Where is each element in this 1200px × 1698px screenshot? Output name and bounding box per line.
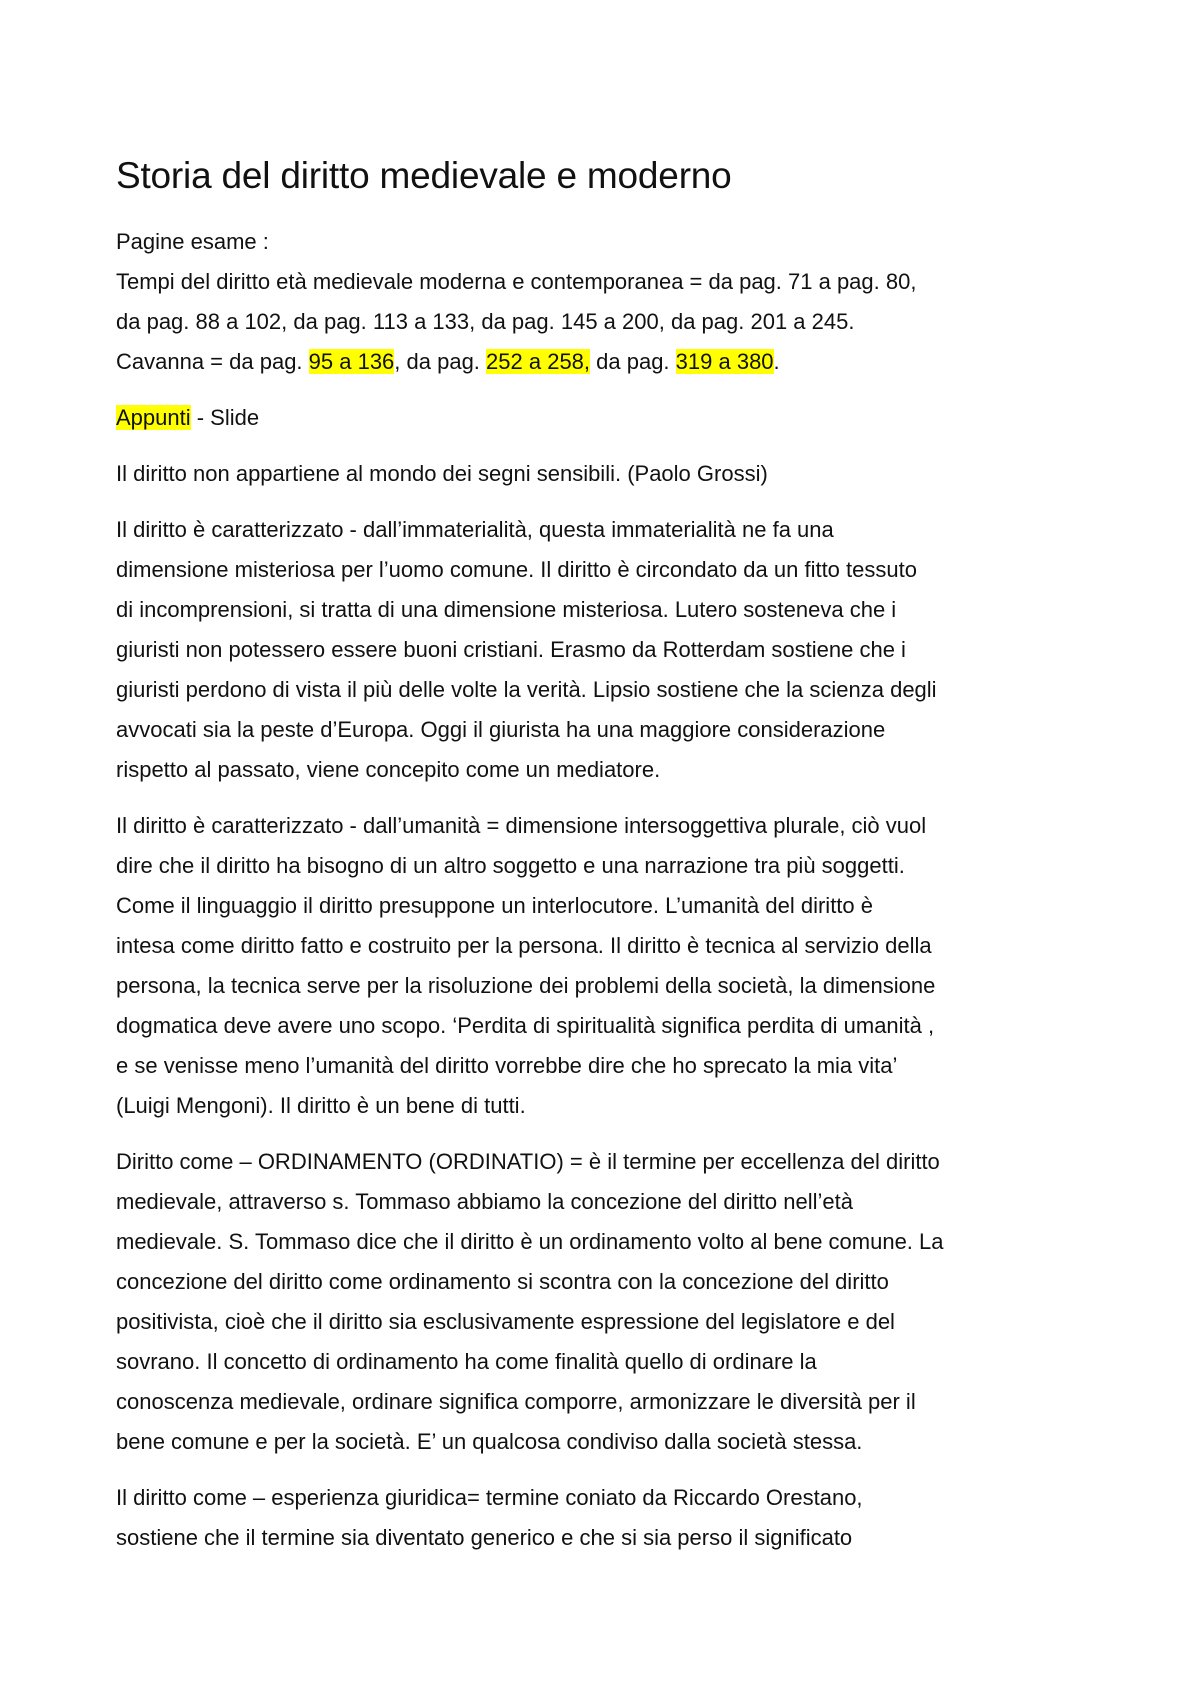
- paragraph-line: concezione del diritto come ordinamento si scontra con la concezione del diritto: [116, 1269, 889, 1294]
- exam-pages-label: Pagine esame :: [116, 229, 269, 254]
- paragraph-line: positivista, cioè che il diritto sia esclusivamente espressione del legislatore e del: [116, 1309, 895, 1334]
- paragraph-line: Il diritto non appartiene al mondo dei segni sensibili. (Paolo Grossi): [116, 461, 768, 486]
- paragraph-line: dimensione misteriosa per l’uomo comune. Il diritto è circondato da un fitto tessuto: [116, 557, 917, 582]
- cavanna-range-2-highlight: 252 a 258,: [486, 349, 591, 374]
- paragraph-line: intesa come diritto fatto e costruito per la persona. Il diritto è tecnica al servizio della: [116, 933, 932, 958]
- paragraph-line: di incomprensioni, si tratta di una dimensione misteriosa. Lutero sosteneva che i: [116, 597, 897, 622]
- appunti-line: [116, 398, 1101, 438]
- paragraph-line: rispetto al passato, viene concepito come un mediatore.: [116, 757, 661, 782]
- paragraph-3: [116, 806, 1101, 1126]
- paragraph-line: medievale. S. Tommaso dice che il diritto è un ordinamento volto al bene comune. La: [116, 1229, 944, 1254]
- tempi-line-1: Tempi del diritto età medievale moderna e contemporanea = da pag. 71 a pag. 80,: [116, 269, 917, 294]
- paragraph-line: bene comune e per la società. E’ un qualcosa condiviso dalla società stessa.: [116, 1429, 863, 1454]
- paragraph-line: medievale, attraverso s. Tommaso abbiamo la concezione del diritto nell’età: [116, 1189, 853, 1214]
- paragraph-line: Il diritto è caratterizzato - dall’umanità = dimensione intersoggettiva plurale, ciò vuol: [116, 813, 927, 838]
- appunti-rest: - Slide: [190, 405, 260, 430]
- paragraph-line: dire che il diritto ha bisogno di un altro soggetto e una narrazione tra più soggetti.: [116, 853, 905, 878]
- paragraph-line: dogmatica deve avere uno scopo. ‘Perdita di spiritualità significa perdita di umanità ,: [116, 1013, 935, 1038]
- paragraph-line: sostiene che il termine sia diventato generico e che si sia perso il significato: [116, 1525, 853, 1550]
- cavanna-separator-2: da pag.: [590, 349, 676, 374]
- paragraph-1: [116, 454, 1101, 494]
- cavanna-range-1-highlight: 95 a 136: [308, 349, 395, 374]
- paragraph-line: giuristi non potessero essere buoni cristiani. Erasmo da Rotterdam sostiene che i: [116, 637, 906, 662]
- tempi-line-2: da pag. 88 a 102, da pag. 113 a 133, da pag. 145 a 200, da pag. 201 a 245.: [116, 309, 855, 334]
- paragraph-line: Il diritto come – esperienza giuridica= termine coniato da Riccardo Orestano,: [116, 1485, 863, 1510]
- cavanna-line: [116, 342, 1101, 382]
- appunti-heading: [116, 398, 1101, 438]
- cavanna-range-3-highlight: 319 a 380: [675, 349, 774, 374]
- appunti-highlight: Appunti: [116, 405, 191, 430]
- paragraph-2: [116, 510, 1101, 790]
- paragraph-line: persona, la tecnica serve per la risoluzione dei problemi della società, la dimensione: [116, 973, 936, 998]
- paragraph-line: (Luigi Mengoni). Il diritto è un bene di tutti.: [116, 1093, 526, 1118]
- document-content: [116, 150, 1101, 1574]
- paragraph-line: avvocati sia la peste d’Europa. Oggi il giurista ha una maggiore considerazione: [116, 717, 886, 742]
- paragraph-line: e se venisse meno l’umanità del diritto vorrebbe dire che ho sprecato la mia vita’: [116, 1053, 898, 1078]
- paragraph-line: Il diritto è caratterizzato - dall’immaterialità, questa immaterialità ne fa una: [116, 517, 834, 542]
- paragraph-line: Diritto come – ORDINAMENTO (ORDINATIO) = è il termine per eccellenza del diritto: [116, 1149, 940, 1174]
- cavanna-end: .: [773, 349, 780, 374]
- cavanna-prefix: Cavanna = da pag.: [116, 349, 309, 374]
- exam-pages-block: [116, 222, 1101, 382]
- paragraph-4: [116, 1142, 1101, 1462]
- paragraph-line: giuristi perdono di vista il più delle volte la verità. Lipsio sostiene che la scienza degli: [116, 677, 937, 702]
- document-title: Storia del diritto medievale e moderno: [116, 155, 732, 196]
- paragraph-5: [116, 1478, 1101, 1558]
- cavanna-separator-1: , da pag.: [394, 349, 487, 374]
- paragraph-line: conoscenza medievale, ordinare significa comporre, armonizzare le diversità per il: [116, 1389, 916, 1414]
- paragraph-line: sovrano. Il concetto di ordinamento ha come finalità quello di ordinare la: [116, 1349, 817, 1374]
- paragraph-line: Come il linguaggio il diritto presuppone un interlocutore. L’umanità del diritto è: [116, 893, 874, 918]
